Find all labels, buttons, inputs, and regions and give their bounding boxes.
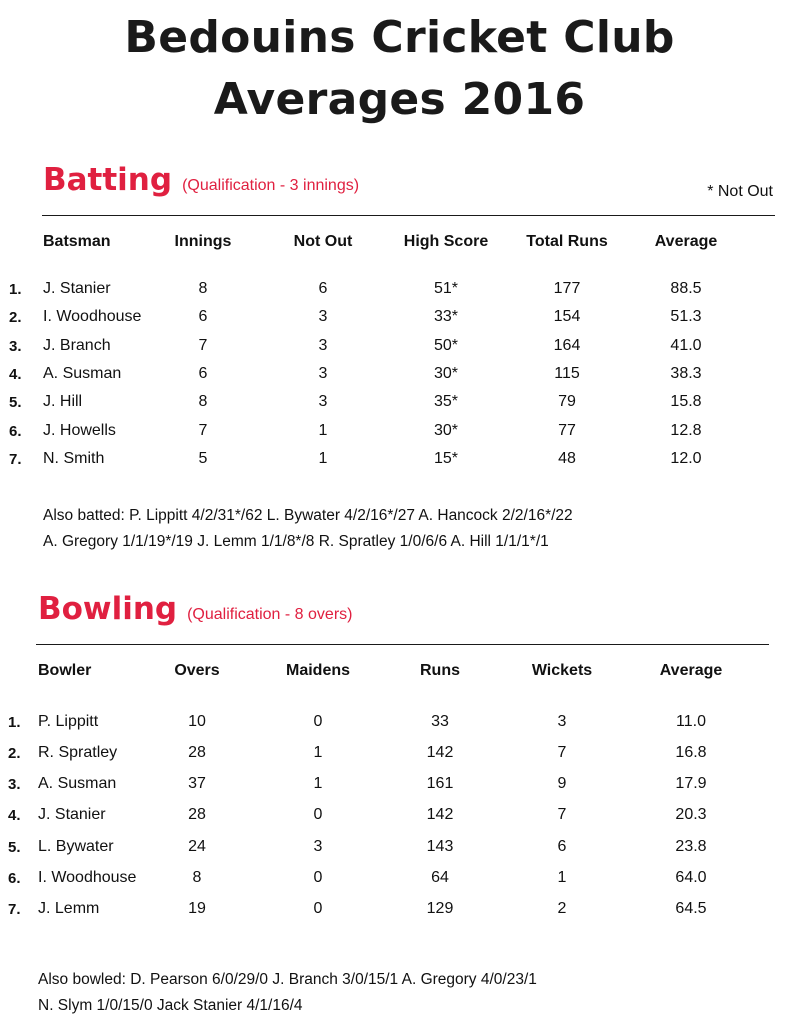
overs-value: 10 (188, 713, 206, 730)
row-rank: 6. (9, 423, 22, 440)
row-rank: 3. (9, 338, 22, 355)
row-rank: 4. (9, 366, 22, 383)
total-runs-value: 154 (553, 308, 581, 325)
total-runs-value: 115 (554, 365, 580, 382)
runs-value: 64 (431, 869, 449, 886)
average-value: 51.3 (670, 308, 702, 325)
bowling-col-average: Average (659, 662, 723, 679)
wickets-value: 2 (557, 900, 567, 917)
batsman-name: J. Branch (43, 337, 111, 354)
bowling-col-overs: Overs (174, 662, 220, 679)
overs-value: 19 (188, 900, 206, 917)
bowler-name: J. Stanier (38, 806, 106, 823)
also-batted-line-2: A. Gregory 1/1/19*/19 J. Lemm 1/1/8*/8 R. Spratley 1/0/6/6 A. Hill 1/1/1*/1 (43, 533, 549, 550)
not-out-note: * Not Out (707, 183, 773, 200)
maidens-value: 1 (313, 744, 323, 761)
average-value: 64.5 (675, 900, 707, 917)
runs-value: 161 (426, 775, 454, 792)
innings-value: 6 (198, 365, 208, 382)
not-out-value: 1 (318, 422, 328, 439)
bowling-qualification: (Qualification - 8 overs) (187, 606, 353, 623)
batting-col-average: Average (654, 233, 718, 250)
also-bowled-line-1: Also bowled: D. Pearson 6/0/29/0 J. Branch 3/0/15/1 A. Gregory 4/0/23/1 (38, 971, 537, 988)
bowler-name: L. Bywater (38, 838, 114, 855)
batting-heading: Batting (43, 162, 173, 198)
total-runs-value: 77 (558, 422, 576, 439)
also-bowled-line-2: N. Slym 1/0/15/0 Jack Stanier 4/1/16/4 (38, 997, 303, 1014)
high-score-value: 50* (433, 337, 459, 354)
bowling-col-runs: Runs (420, 662, 460, 679)
bowler-name: A. Susman (38, 775, 117, 792)
high-score-value: 15* (433, 450, 459, 467)
row-rank: 2. (9, 309, 22, 326)
row-rank: 6. (8, 870, 21, 887)
row-rank: 3. (8, 776, 21, 793)
not-out-value: 3 (318, 365, 328, 382)
wickets-value: 1 (557, 869, 567, 886)
batting-section-header (43, 162, 359, 198)
average-value: 23.8 (675, 838, 707, 855)
runs-value: 142 (426, 744, 454, 761)
average-value: 12.8 (670, 422, 702, 439)
total-runs-value: 79 (558, 393, 576, 410)
batting-col-not-out: Not Out (293, 233, 353, 250)
high-score-value: 51* (433, 280, 459, 297)
high-score-value: 33* (433, 308, 459, 325)
bowling-divider (36, 644, 769, 645)
bowling-col-bowler: Bowler (38, 662, 92, 679)
maidens-value: 0 (313, 900, 323, 917)
maidens-value: 3 (313, 838, 323, 855)
maidens-value: 1 (313, 775, 323, 792)
row-rank: 1. (8, 714, 21, 731)
overs-value: 8 (192, 869, 202, 886)
innings-value: 5 (198, 450, 208, 467)
average-value: 64.0 (675, 869, 707, 886)
not-out-value: 1 (318, 450, 328, 467)
bowling-section-header (38, 591, 352, 627)
bowler-name: J. Lemm (38, 900, 100, 917)
batsman-name: I. Woodhouse (43, 308, 142, 325)
maidens-value: 0 (313, 869, 323, 886)
bowler-name: I. Woodhouse (38, 869, 137, 886)
row-rank: 5. (9, 394, 22, 411)
average-value: 15.8 (670, 393, 702, 410)
overs-value: 28 (188, 744, 206, 761)
row-rank: 7. (9, 451, 22, 468)
innings-value: 8 (198, 280, 208, 297)
batting-col-total-runs: Total Runs (526, 233, 608, 250)
bowling-heading: Bowling (38, 591, 178, 627)
runs-value: 33 (431, 713, 449, 730)
high-score-value: 35* (433, 393, 459, 410)
average-value: 41.0 (670, 337, 702, 354)
innings-value: 6 (198, 308, 208, 325)
row-rank: 2. (8, 745, 21, 762)
total-runs-value: 48 (558, 450, 576, 467)
row-rank: 5. (8, 839, 21, 856)
innings-value: 7 (198, 337, 208, 354)
batting-col-high-score: High Score (403, 233, 489, 250)
average-value: 11.0 (676, 713, 706, 730)
runs-value: 129 (426, 900, 454, 917)
wickets-value: 7 (557, 806, 567, 823)
not-out-value: 6 (318, 280, 328, 297)
batting-qualification: (Qualification - 3 innings) (182, 177, 360, 194)
maidens-value: 0 (313, 713, 323, 730)
bowling-col-wickets: Wickets (531, 662, 593, 679)
bowler-name: R. Spratley (38, 744, 118, 761)
batsman-name: N. Smith (43, 450, 105, 467)
batsman-name: J. Hill (43, 393, 83, 410)
row-rank: 4. (8, 807, 21, 824)
runs-value: 142 (426, 806, 454, 823)
innings-value: 8 (198, 393, 208, 410)
wickets-value: 7 (557, 744, 567, 761)
page-title-club: Bedouins Cricket Club (124, 12, 675, 63)
wickets-value: 6 (557, 838, 567, 855)
average-value: 20.3 (675, 806, 707, 823)
not-out-value: 3 (318, 393, 328, 410)
high-score-value: 30* (433, 365, 459, 382)
batsman-name: J. Howells (43, 422, 116, 439)
batting-col-batsman: Batsman (43, 233, 111, 250)
batsman-name: J. Stanier (43, 280, 111, 297)
wickets-value: 9 (557, 775, 567, 792)
runs-value: 143 (426, 838, 454, 855)
overs-value: 28 (188, 806, 206, 823)
high-score-value: 30* (433, 422, 459, 439)
average-value: 38.3 (670, 365, 702, 382)
average-value: 88.5 (670, 280, 702, 297)
not-out-value: 3 (318, 308, 328, 325)
row-rank: 7. (8, 901, 21, 918)
batsman-name: A. Susman (43, 365, 122, 382)
average-value: 16.8 (675, 744, 707, 761)
bowling-col-maidens: Maidens (285, 662, 351, 679)
not-out-value: 3 (318, 337, 328, 354)
wickets-value: 3 (557, 713, 567, 730)
overs-value: 24 (188, 838, 206, 855)
average-value: 12.0 (670, 450, 702, 467)
average-value: 17.9 (675, 775, 707, 792)
innings-value: 7 (198, 422, 208, 439)
total-runs-value: 177 (553, 280, 581, 297)
total-runs-value: 164 (553, 337, 581, 354)
page-title-year: Averages 2016 (213, 74, 586, 125)
bowler-name: P. Lippitt (38, 713, 99, 730)
batting-col-innings: Innings (174, 233, 232, 250)
row-rank: 1. (9, 281, 22, 298)
maidens-value: 0 (313, 806, 323, 823)
also-batted-line-1: Also batted: P. Lippitt 4/2/31*/62 L. Bywater 4/2/16*/27 A. Hancock 2/2/16*/22 (43, 507, 573, 524)
overs-value: 37 (188, 775, 206, 792)
batting-divider (42, 215, 775, 216)
